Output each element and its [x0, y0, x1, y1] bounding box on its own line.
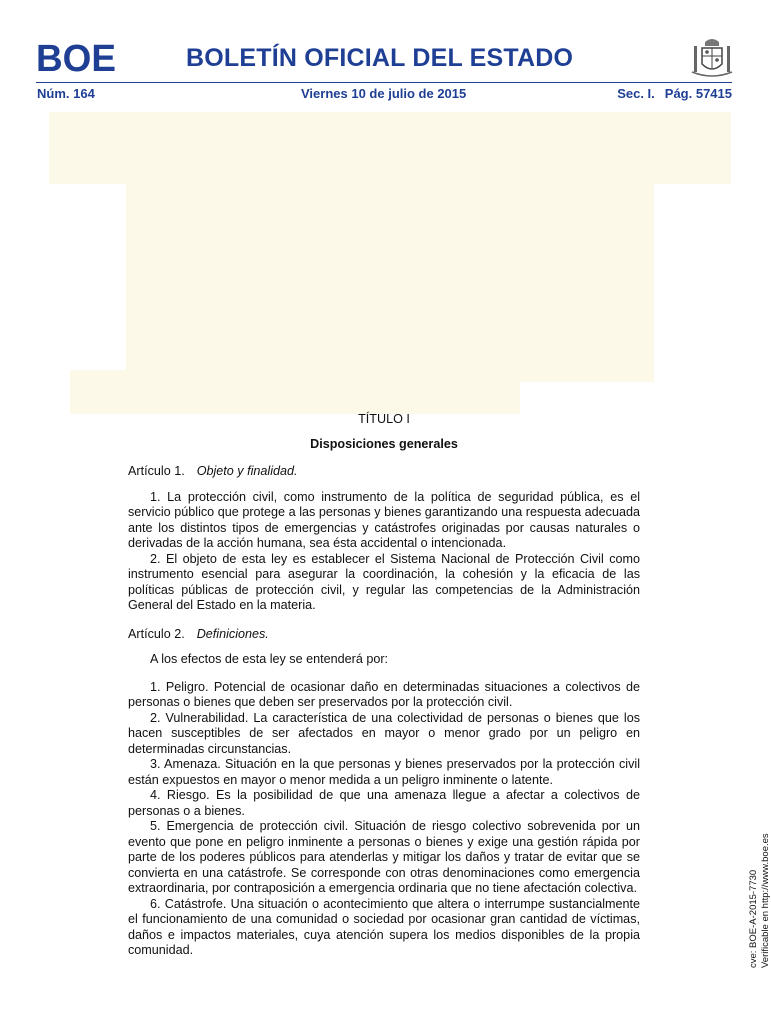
article-2-heading — [128, 627, 640, 643]
title-heading: TÍTULO I — [358, 412, 410, 426]
definition-emergencia: 5. Emergencia de protección civil. Situación de riesgo colectivo sobrevenida por un evento que pone en peligro inminente a personas o bienes y exige una gestión rápida por parte de los poderes públicos para atenderlas y mitigar los daños y tratar de evitar que se convierta en una catástrofe. Se corresponde con otras denominaciones como emergencia extraordinaria, por contraposición a emergencia ordinaria que no tiene afectación colectiva. — [128, 819, 640, 895]
article-1-paragraph-1: 1. La protección civil, como instrumento de la política de seguridad pública, es el servicio público que protege a las personas y bienes garantizando una respuesta adecuada ante los distintos tipos de emergencias y catástrofes originadas por causas naturales o derivadas de la acción humana, sea ésta accidental o intencionada. — [128, 489, 640, 550]
definition-amenaza: 3. Amenaza. Situación en la que personas y bienes preservados por la protección civil están expuestos en mayor o menor medida a un peligro inminente o latente. — [128, 757, 640, 787]
highlight-block-bottom — [70, 382, 520, 414]
article-number: Artículo 1. — [128, 464, 185, 478]
title-subheading: Disposiciones generales — [310, 436, 458, 451]
verification-link: Verificable en http://www.boe.es — [759, 833, 771, 968]
section-label: Sec. I. — [617, 86, 655, 101]
highlight-block-top — [49, 112, 731, 184]
boe-logo — [36, 38, 116, 80]
article-1-paragraph-2: 2. El objeto de esta ley es establecer el Sistema Nacional de Protección Civil como instrumento esencial para asegurar la coordinación, la cohesión y la eficacia de las políticas públicas de protección civil, y regular las competencias de la Administración General del Estado en la materia. — [128, 551, 640, 612]
boe-logo-text: BOE — [36, 38, 116, 80]
cve-code: cve: BOE-A-2015-7730 — [748, 869, 759, 968]
page-number: Pág. 57415 — [664, 86, 732, 101]
document-body — [128, 412, 640, 959]
issue-date: Viernes 10 de julio de 2015 — [301, 86, 467, 101]
cve-footer — [748, 833, 771, 968]
page-header — [0, 0, 768, 110]
article-1-heading — [128, 464, 640, 480]
coat-of-arms-icon — [690, 36, 734, 80]
issue-number: Núm. 164 — [37, 86, 95, 101]
article-name: Definiciones. — [196, 626, 269, 641]
definition-peligro: 1. Peligro. Potencial de ocasionar daño en determinadas situaciones a colectivos de personas o bienes que deben ser preservados por la protección civil. — [128, 679, 640, 709]
definition-catastrofe: 6. Catástrofe. Una situación o acontecimiento que altera o interrumpe sustancialmente el funcionamiento de una comunidad o sociedad por ocasionar gran cantidad de víctimas, daños e impactos materiales, cuya atención supera los medios disponibles de la propia comunidad. — [128, 896, 640, 957]
highlight-block-middle — [126, 184, 654, 370]
highlight-block-bottom-right — [70, 370, 654, 382]
article-number: Artículo 2. — [128, 626, 185, 641]
definition-vulnerabilidad: 2. Vulnerabilidad. La característica de una colectividad de personas o bienes que los hacen susceptibles de ser afectados en mayor o menor grado por un peligro en determinadas circunstancias. — [128, 710, 640, 756]
article-2-intro: A los efectos de esta ley se entenderá por: — [150, 652, 389, 666]
page-title: BOLETÍN OFICIAL DEL ESTADO — [186, 44, 574, 72]
definition-riesgo: 4. Riesgo. Es la posibilidad de que una amenaza llegue a afectar a colectivos de personas o a bienes. — [128, 788, 640, 818]
article-name: Objeto y finalidad. — [196, 464, 298, 478]
section-page — [617, 86, 732, 101]
header-rule — [36, 82, 732, 83]
